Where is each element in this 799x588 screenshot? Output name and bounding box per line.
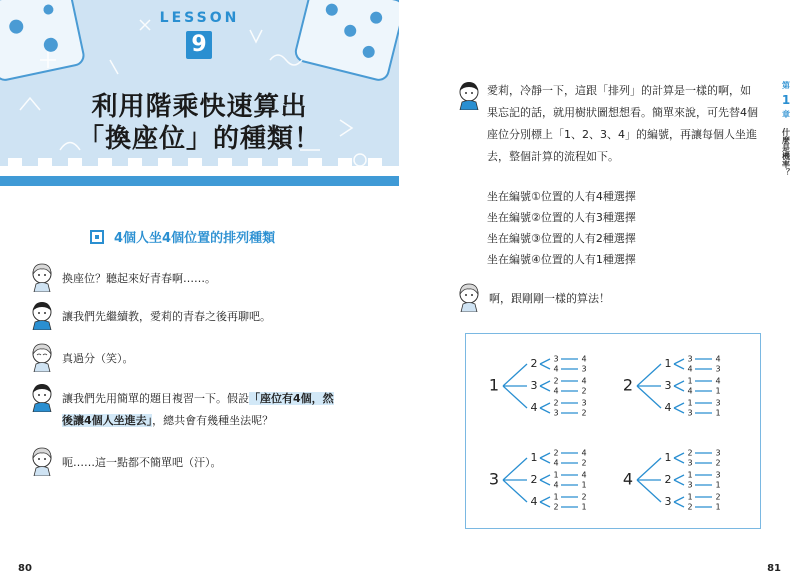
tree-node: 2 — [530, 473, 538, 486]
teacher-avatar-icon — [30, 300, 54, 330]
tree-leaf: 2 — [687, 448, 693, 458]
lesson-banner — [0, 0, 399, 186]
tree-node: 4 — [530, 495, 538, 508]
tree-branch — [540, 403, 550, 408]
tree-branch — [674, 502, 684, 507]
list-item: 坐在編號②位置的人有3種選擇 — [487, 211, 636, 224]
tree-leaf: 4 — [581, 470, 587, 480]
dialog-girl-1 — [30, 262, 216, 292]
tree-branch — [540, 364, 550, 369]
tree-branch — [540, 453, 550, 458]
lesson-title-line2: 「換座位」的種類！ — [77, 124, 321, 154]
tree-leaf: 2 — [581, 386, 587, 396]
tree-leaf: 2 — [581, 408, 587, 418]
tree-leaf: 2 — [687, 502, 693, 512]
tree-leaf: 4 — [581, 354, 587, 364]
tree-branch — [674, 381, 684, 386]
list-item: 坐在編號④位置的人有1種選擇 — [487, 253, 636, 266]
paragraph-line: 去，整個計算的流程如下。 — [487, 150, 619, 163]
dialog-girl-reply — [457, 282, 610, 312]
section-title: 4個人坐4個位置的排列種類 — [114, 231, 276, 246]
dialog-text: 真過分（笑）。 — [62, 352, 134, 365]
tree-leaf: 1 — [687, 376, 693, 386]
tree-leaf: 4 — [581, 448, 587, 458]
list-item: 坐在編號③位置的人有2種選擇 — [487, 232, 636, 245]
tree-leaf: 3 — [581, 364, 587, 374]
left-page — [0, 0, 399, 588]
tree-node: 3 — [664, 379, 672, 392]
tree-diagram — [466, 334, 762, 530]
tree-node: 3 — [530, 379, 538, 392]
tree-node: 1 — [530, 451, 538, 464]
tree-leaf: 1 — [581, 480, 587, 490]
tree-branch — [503, 364, 527, 386]
dialog-text: 啊，跟剛剛一樣的算法！ — [489, 292, 610, 305]
tree-leaf: 1 — [687, 470, 693, 480]
girl-avatar-icon — [30, 342, 54, 372]
teacher-avatar-icon — [30, 382, 54, 412]
tree-leaf: 3 — [687, 408, 693, 418]
list-item: 坐在編號①位置的人有4種選擇 — [487, 190, 636, 203]
tree-leaf: 4 — [687, 386, 693, 396]
tree-node: 2 — [530, 357, 538, 370]
tree-branch — [674, 386, 684, 391]
tree-leaf: 4 — [715, 376, 721, 386]
lesson-number: 9 — [186, 31, 212, 59]
tree-branch — [503, 458, 527, 480]
tree-branch — [540, 408, 550, 413]
tree-root: 1 — [488, 375, 500, 395]
tree-leaf: 3 — [553, 354, 559, 364]
tree-branch — [674, 408, 684, 413]
tree-leaf: 2 — [553, 448, 559, 458]
tree-branch — [674, 364, 684, 369]
tree-branch — [674, 359, 684, 364]
tree-branch — [540, 458, 550, 463]
tree-leaf: 4 — [553, 386, 559, 396]
tree-leaf: 2 — [581, 492, 587, 502]
tree-branch — [540, 480, 550, 485]
tree-leaf: 2 — [715, 492, 721, 502]
tree-branch — [540, 497, 550, 502]
tree-leaf: 4 — [687, 364, 693, 374]
tree-node: 1 — [664, 357, 672, 370]
paragraph-line: 果忘記的話，就用樹狀圖想想看。簡單來說，可先替4個 — [487, 106, 758, 119]
teacher-avatar-icon — [457, 80, 481, 110]
tree-branch — [637, 386, 661, 408]
dialog-text: 換座位？聽起來好青春啊……。 — [62, 272, 216, 285]
tree-branch — [674, 453, 684, 458]
tree-node: 2 — [664, 473, 672, 486]
tree-leaf: 1 — [553, 470, 559, 480]
right-page — [399, 0, 799, 588]
section-bullet-icon — [90, 230, 104, 244]
chapter-number: 1 — [781, 93, 791, 107]
lesson-title-line1: 利用階乘快速算出 — [91, 92, 308, 122]
tree-root: 4 — [622, 469, 634, 489]
tree-leaf: 4 — [581, 376, 587, 386]
girl-avatar-icon — [30, 446, 54, 476]
dialog-girl-3 — [30, 446, 222, 476]
tree-node: 4 — [530, 401, 538, 414]
tree-branch — [503, 480, 527, 502]
girl-avatar-icon — [30, 262, 54, 292]
tree-branch — [540, 359, 550, 364]
tree-leaf: 3 — [715, 398, 721, 408]
dialog-teacher-2 — [30, 382, 334, 432]
girl-avatar-icon — [457, 282, 481, 312]
tree-leaf: 3 — [581, 398, 587, 408]
tree-leaf: 1 — [715, 480, 721, 490]
tree-leaf: 1 — [715, 408, 721, 418]
section-heading — [90, 227, 275, 246]
tree-leaf: 2 — [553, 398, 559, 408]
tree-leaf: 1 — [581, 502, 587, 512]
chapter-side-tab — [777, 80, 795, 176]
tree-leaf: 4 — [553, 364, 559, 374]
tree-branch — [674, 497, 684, 502]
tree-diagram-box — [465, 333, 761, 529]
page-number-left: 80 — [18, 563, 32, 574]
tree-leaf: 2 — [581, 458, 587, 468]
dialog-girl-2 — [30, 342, 134, 372]
tree-leaf: 2 — [553, 376, 559, 386]
tree-branch — [540, 502, 550, 507]
tree-root: 2 — [622, 375, 634, 395]
chapter-prefix: 第 — [782, 81, 790, 90]
paragraph-line: 愛莉，冷靜一下，這跟「排列」的計算是一樣的啊，如 — [487, 84, 751, 97]
dialog-teacher-1 — [30, 300, 271, 330]
tree-leaf: 3 — [715, 470, 721, 480]
tree-node: 3 — [664, 495, 672, 508]
tree-branch — [674, 480, 684, 485]
dialog-text: 讓我們先繼續教，愛莉的青春之後再聊吧。 — [62, 310, 271, 323]
tree-branch — [674, 475, 684, 480]
tree-branch — [540, 386, 550, 391]
tree-leaf: 1 — [715, 502, 721, 512]
tree-branch — [637, 364, 661, 386]
tree-leaf: 3 — [553, 408, 559, 418]
tree-leaf: 2 — [715, 458, 721, 468]
tree-branch — [637, 480, 661, 502]
choice-list — [487, 186, 636, 270]
tree-leaf: 1 — [553, 492, 559, 502]
paragraph-line: 座位分別標上「1、2、3、4」的編號，再讓每個人坐進 — [487, 128, 757, 141]
dialog-text-line1-pre: 讓我們先用簡單的題目複習一下。假設 — [62, 392, 249, 405]
tree-leaf: 4 — [553, 480, 559, 490]
dialog-highlight-1: 「座位有4個，然 — [249, 392, 334, 405]
tree-branch — [637, 458, 661, 480]
tree-leaf: 4 — [553, 458, 559, 468]
chapter-suffix: 章 — [782, 110, 790, 119]
chapter-title: 什麼是機率？ — [781, 128, 791, 176]
dialog-highlight-2: 後讓4個人坐進去」 — [62, 414, 153, 427]
explanation-paragraph — [487, 80, 777, 168]
banner-strip — [0, 176, 399, 186]
dialog-text: 呃……這一點都不簡單吧（汗）。 — [62, 456, 222, 469]
tree-branch — [674, 458, 684, 463]
tree-leaf: 1 — [715, 386, 721, 396]
tree-leaf: 3 — [687, 480, 693, 490]
tree-leaf: 1 — [687, 398, 693, 408]
tree-root: 3 — [488, 469, 500, 489]
tree-branch — [503, 386, 527, 408]
dialog-text-line2-post: ，總共會有幾種坐法呢？ — [152, 414, 274, 427]
tree-branch — [674, 403, 684, 408]
tree-leaf: 4 — [715, 354, 721, 364]
tree-node: 4 — [664, 401, 672, 414]
tree-leaf: 2 — [553, 502, 559, 512]
tree-leaf: 3 — [715, 364, 721, 374]
tree-leaf: 3 — [715, 448, 721, 458]
tree-leaf: 3 — [687, 354, 693, 364]
page-number-right: 81 — [767, 563, 781, 574]
tree-leaf: 3 — [687, 458, 693, 468]
tree-node: 1 — [664, 451, 672, 464]
tree-leaf: 1 — [687, 492, 693, 502]
dialog-text — [62, 382, 334, 432]
tree-branch — [540, 475, 550, 480]
lesson-label: LESSON — [159, 10, 240, 26]
tree-branch — [540, 381, 550, 386]
